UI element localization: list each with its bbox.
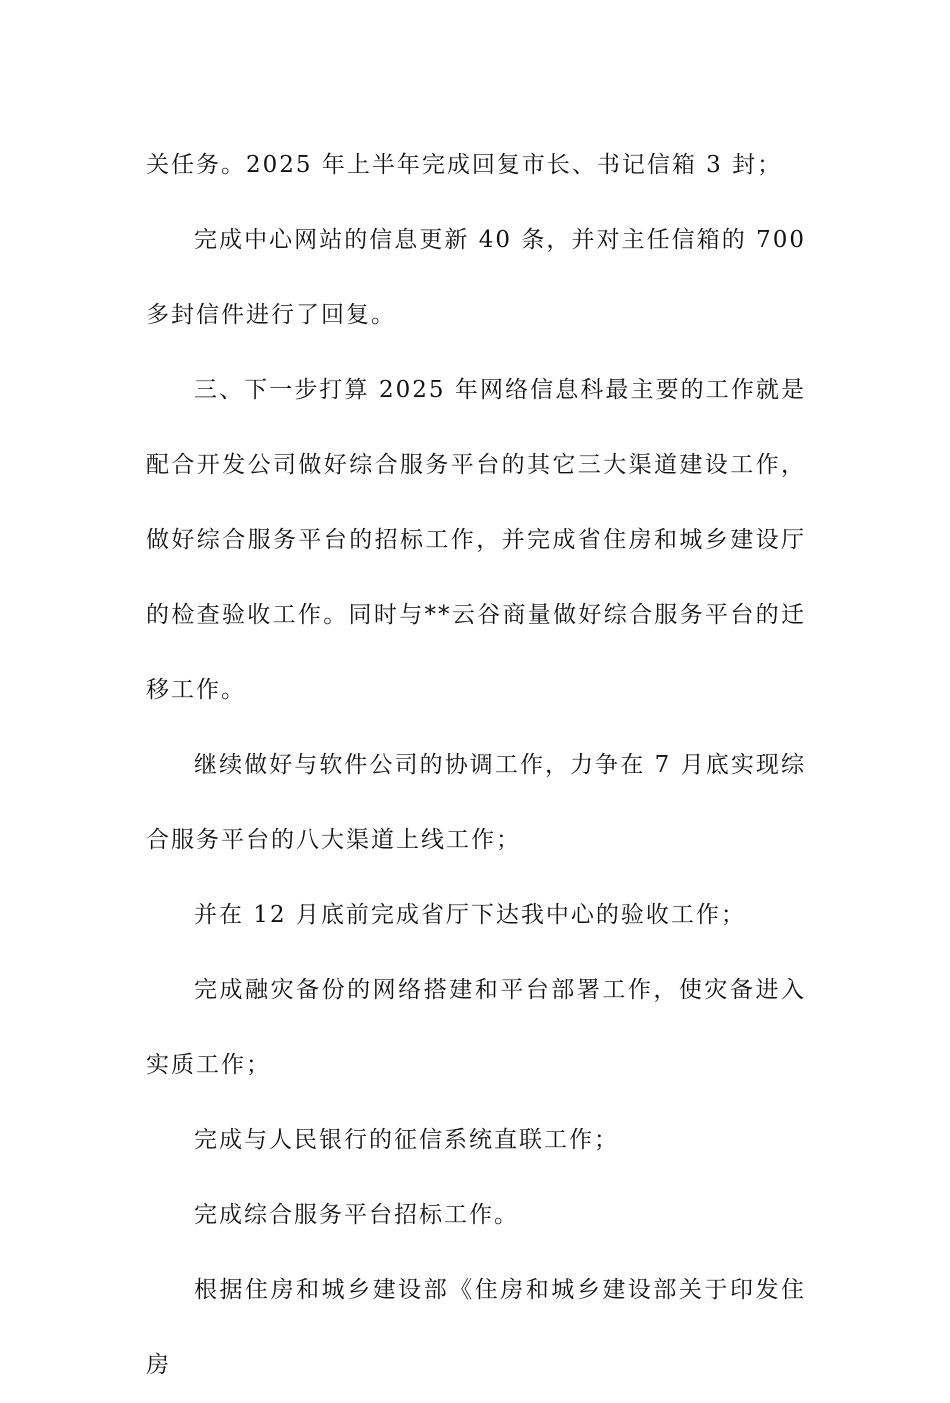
paragraph-9: 根据住房和城乡建设部《住房和城乡建设部关于印发住房 <box>146 1277 806 1378</box>
document-body <box>146 128 806 1403</box>
paragraph-3: 三、下一步打算 2025 年网络信息科最主要的工作就是配合开发公司做好综合服务平台的其它三大渠道建设工作，做好综合服务平台的招标工作，并完成省住房和城乡建设厅的检查验收工作。同时与**云谷商量做好综合服务平台的迁移工作。 <box>146 377 806 703</box>
paragraph-1: 关任务。2025 年上半年完成回复市长、书记信箱 3 封； <box>146 152 783 178</box>
paragraph-2: 完成中心网站的信息更新 40 条，并对主任信箱的 700 多封信件进行了回复。 <box>146 227 806 328</box>
paragraph-4: 继续做好与软件公司的协调工作，力争在 7 月底实现综合服务平台的八大渠道上线工作； <box>146 752 806 853</box>
paragraph-6: 完成融灾备份的网络搭建和平台部署工作，使灾备进入实质工作； <box>146 977 806 1078</box>
paragraph-5: 并在 12 月底前完成省厅下达我中心的验收工作； <box>194 902 746 928</box>
paragraph-7: 完成与人民银行的征信系统直联工作； <box>194 1127 619 1153</box>
paragraph-8: 完成综合服务平台招标工作。 <box>194 1202 519 1228</box>
